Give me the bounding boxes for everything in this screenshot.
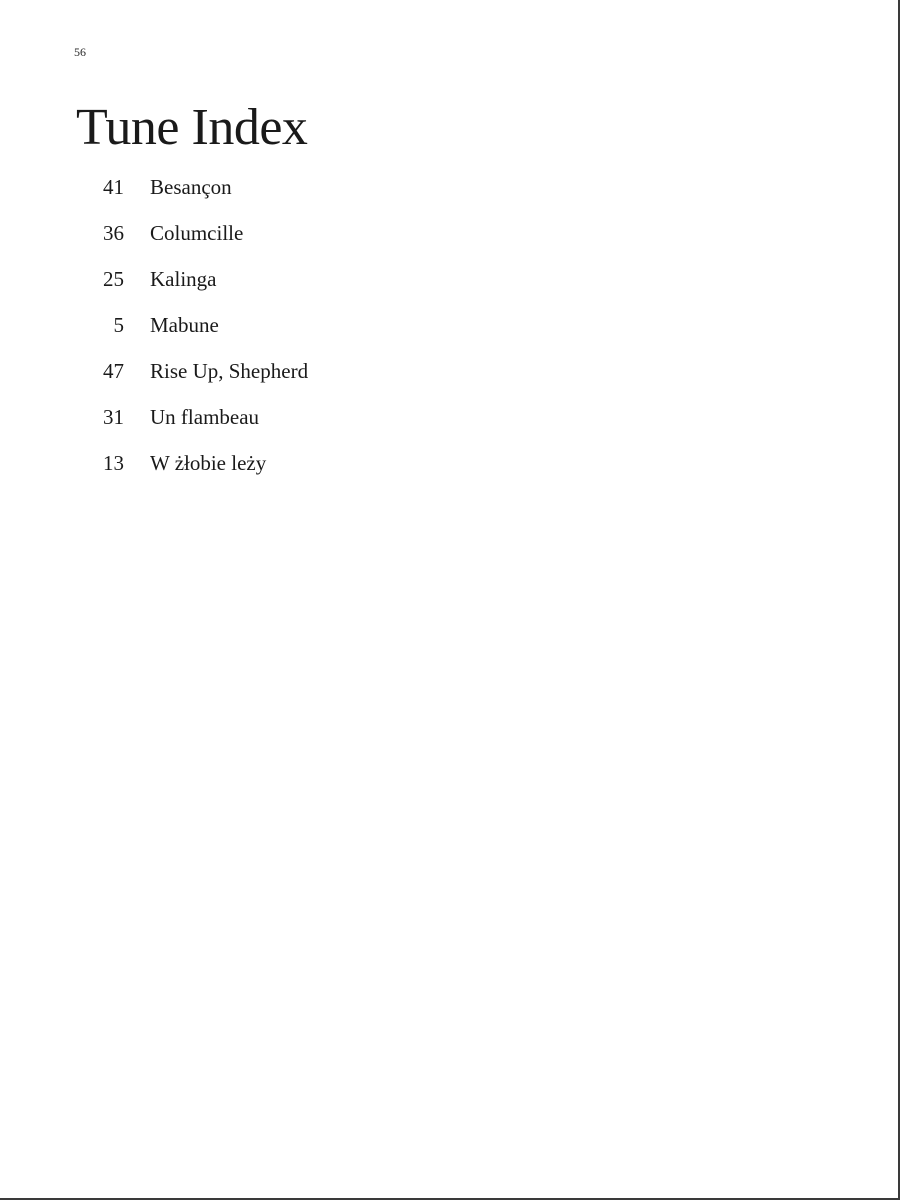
index-entry — [0, 402, 600, 448]
index-entry-name: W żłobie leży — [150, 451, 267, 475]
index-entry-page: 5 — [113, 313, 124, 337]
index-entry-page: 47 — [103, 359, 124, 383]
index-entry — [0, 218, 600, 264]
index-entry-page: 36 — [103, 221, 124, 245]
index-entry-name: Kalinga — [150, 267, 217, 291]
index-entry — [0, 264, 600, 310]
index-entry — [0, 448, 600, 494]
index-entry — [0, 172, 600, 218]
index-entry-page: 13 — [103, 451, 124, 475]
index-entry — [0, 356, 600, 402]
index-entry-name: Un flambeau — [150, 405, 260, 429]
index-entry-name: Rise Up, Shepherd — [150, 359, 309, 383]
index-entry — [0, 310, 600, 356]
index-entry-name: Mabune — [150, 313, 219, 337]
page-number: 56 — [74, 45, 86, 59]
page-title: Tune Index — [76, 99, 308, 156]
index-entry-page: 31 — [103, 405, 124, 429]
tune-index-list — [0, 172, 600, 494]
index-entry-name: Columcille — [150, 221, 244, 245]
index-entry-page: 41 — [103, 175, 124, 199]
index-entry-page: 25 — [103, 267, 124, 291]
index-entry-name: Besançon — [150, 175, 232, 199]
